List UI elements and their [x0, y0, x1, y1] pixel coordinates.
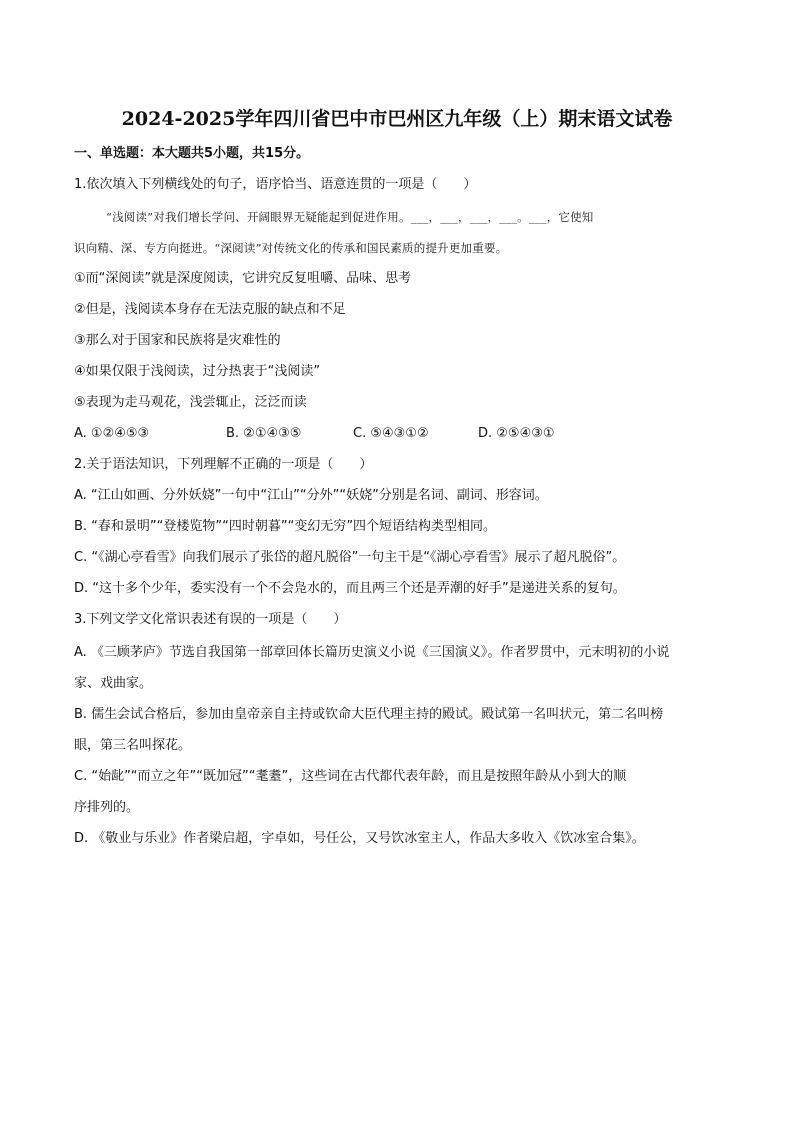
question-1-item: ⑤表现为走马观花，浅尝辄止，泛泛而读	[74, 395, 307, 410]
question-1-options	[74, 425, 724, 443]
question-3-option-b-cont: 眼，第三名叫探花。	[74, 738, 192, 753]
question-2-option-c: C. “《湖心亭看雪》向我们展示了张岱的超凡脱俗”一句主干是“《湖心亭看雪》展示了超凡脱俗”。	[74, 550, 626, 565]
question-2-stem: 2.关于语法知识，下列理解不正确的一项是（ ）	[74, 457, 373, 472]
question-1-item: ③那么对于国家和民族将是灾难性的	[74, 333, 281, 348]
question-1-item: ①而“深阅读”就是深度阅读，它讲究反复咀嚼、品味、思考	[74, 271, 412, 286]
question-2-option-a: A. “江山如画、分外妖娆”一句中“江山”“分外”“妖娆”分别是名词、副词、形容词。	[74, 488, 548, 503]
question-2-option-d: D. “这十多个少年，委实没有一个不会凫水的，而且两三个还是弄潮的好手”是递进关系的复句。	[74, 581, 626, 596]
question-1-item: ②但是，浅阅读本身存在无法克服的缺点和不足	[74, 302, 346, 317]
question-1-stem: 1.依次填入下列横线处的句子，语序恰当、语意连贯的一项是（ ）	[74, 177, 477, 192]
question-1-option-a: A. ①②④⑤③	[74, 426, 150, 441]
section-heading: 一、单选题：本大题共5小题，共15分。	[74, 146, 310, 161]
question-1-option-d: D. ②⑤④③①	[478, 426, 555, 441]
question-1-passage-line-1: “浅阅读”对我们增长学问、开阔眼界无疑能起到促进作用。___，___，___，___。___，它使知	[106, 210, 594, 224]
question-3-option-b: B. 儒生会试合格后，参加由皇帝亲自主持或钦命大臣代理主持的殿试。殿试第一名叫状元，第二名叫榜	[74, 707, 664, 722]
page-title: 2024-2025学年四川省巴中市巴州区九年级（上）期末语文试卷	[121, 108, 673, 130]
question-3-option-a: A. 《三顾茅庐》节选自我国第一部章回体长篇历史演义小说《三国演义》。作者罗贯中，元末明初的小说	[74, 645, 670, 660]
question-3-stem: 3.下列文学文化常识表述有误的一项是（ ）	[74, 612, 347, 627]
question-1-item: ④如果仅限于浅阅读，过分热衷于“浅阅读”	[74, 364, 321, 379]
question-1-option-b: B. ②①④③⑤	[226, 426, 302, 441]
question-1-passage-line-2: 识向精、深、专方向挺进。“深阅读”对传统文化的传承和国民素质的提升更加重要。	[74, 241, 508, 255]
question-3-option-c-cont: 序排列的。	[74, 800, 140, 815]
question-3-option-c: C. “始龀”“而立之年”“既加冠”“耄耋”，这些词在古代都代表年龄，而且是按照年龄从小到大的顺	[74, 769, 627, 784]
question-1-option-c: C. ⑤④③①②	[353, 426, 429, 441]
question-3-option-d: D. 《敬业与乐业》作者梁启超，字卓如，号任公，又号饮冰室主人，作品大多收入《饮冰室合集》。	[74, 831, 645, 846]
question-2-option-b: B. “春和景明”“登楼览物”“四时朝暮”“变幻无穷”四个短语结构类型相同。	[74, 519, 497, 534]
question-3-option-a-cont: 家、戏曲家。	[74, 676, 153, 691]
